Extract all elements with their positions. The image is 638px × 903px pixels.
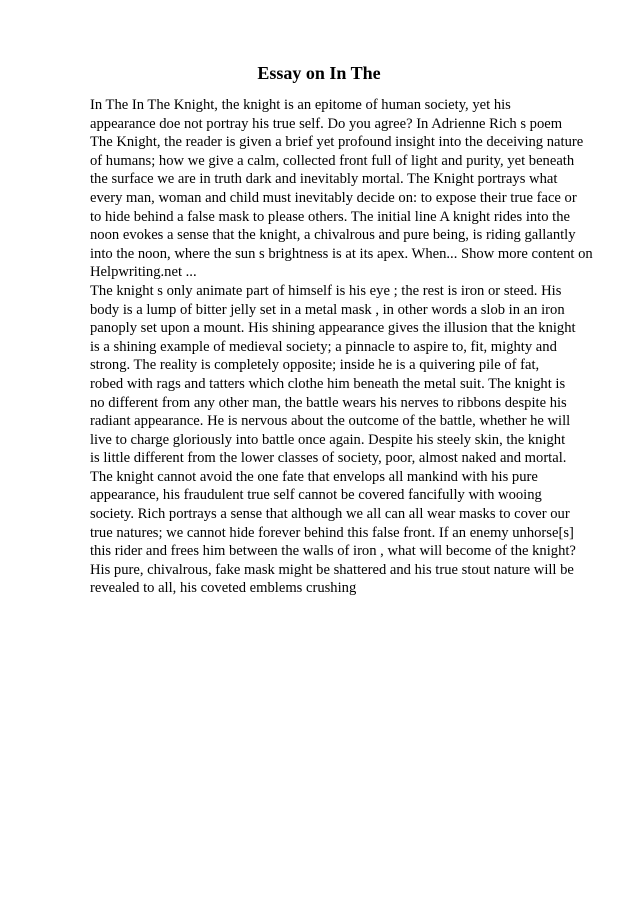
- text-line: this rider and frees him between the walls of iron , what will become of the knight?: [90, 543, 576, 560]
- text-line: to hide behind a false mask to please others. The initial line A knight rides into the: [90, 208, 571, 225]
- text-line: no different from any other man, the battle wears his nerves to ribbons despite his: [90, 394, 567, 411]
- text-line: true natures; we cannot hide forever behind this false front. If an enemy unhorse[s]: [90, 524, 574, 541]
- document-title: Essay on In The: [257, 63, 381, 83]
- text-line: The knight s only animate part of himself is his eye ; the rest is iron or steed. His: [90, 282, 562, 299]
- text-line: the surface we are in truth dark and inevitably mortal. The Knight portrays what: [90, 171, 558, 188]
- text-line: revealed to all, his coveted emblems crushing: [90, 580, 357, 597]
- text-line: appearance doe not portray his true self. Do you agree? In Adrienne Rich s poem: [90, 115, 563, 132]
- essay-body: [90, 96, 610, 598]
- text-line: His pure, chivalrous, fake mask might be shattered and his true stout nature will be: [90, 561, 574, 578]
- text-line: into the noon, where the sun s brightness is at its apex. When... Show more content on: [90, 245, 593, 262]
- text-line: The Knight, the reader is given a brief yet profound insight into the deceiving nature: [90, 134, 584, 151]
- text-line: strong. The reality is completely opposite; inside he is a quivering pile of fat,: [90, 357, 540, 374]
- text-line: of humans; how we give a calm, collected front full of light and purity, yet beneath: [90, 152, 575, 169]
- text-line: body is a lump of bitter jelly set in a metal mask , in other words a slob in an iron: [90, 301, 565, 318]
- text-line: robed with rags and tatters which clothe him beneath the metal suit. The knight is: [90, 375, 566, 392]
- text-line: is a shining example of medieval society; a pinnacle to aspire to, fit, mighty and: [90, 338, 557, 355]
- text-line: appearance, his fraudulent true self cannot be covered fancifully with wooing: [90, 487, 542, 504]
- text-line: is little different from the lower classes of society, poor, almost naked and mortal.: [90, 450, 567, 467]
- text-line: every man, woman and child must inevitably decide on: to expose their true face or: [90, 189, 577, 206]
- text-line: radiant appearance. He is nervous about the outcome of the battle, whether he will: [90, 413, 571, 430]
- text-line: live to charge gloriously into battle once again. Despite his steely skin, the knight: [90, 431, 566, 448]
- text-line: The knight cannot avoid the one fate that envelops all mankind with his pure: [90, 468, 538, 485]
- source-link[interactable]: Helpwriting.net ...: [90, 264, 197, 281]
- text-line: noon evokes a sense that the knight, a chivalrous and pure being, is riding gallantly: [90, 227, 576, 244]
- text-line: society. Rich portrays a sense that although we all can all wear masks to cover our: [90, 506, 570, 523]
- text-line: panoply set upon a mount. His shining appearance gives the illusion that the knight: [90, 320, 576, 337]
- text-line: In The In The Knight, the knight is an epitome of human society, yet his: [90, 97, 511, 113]
